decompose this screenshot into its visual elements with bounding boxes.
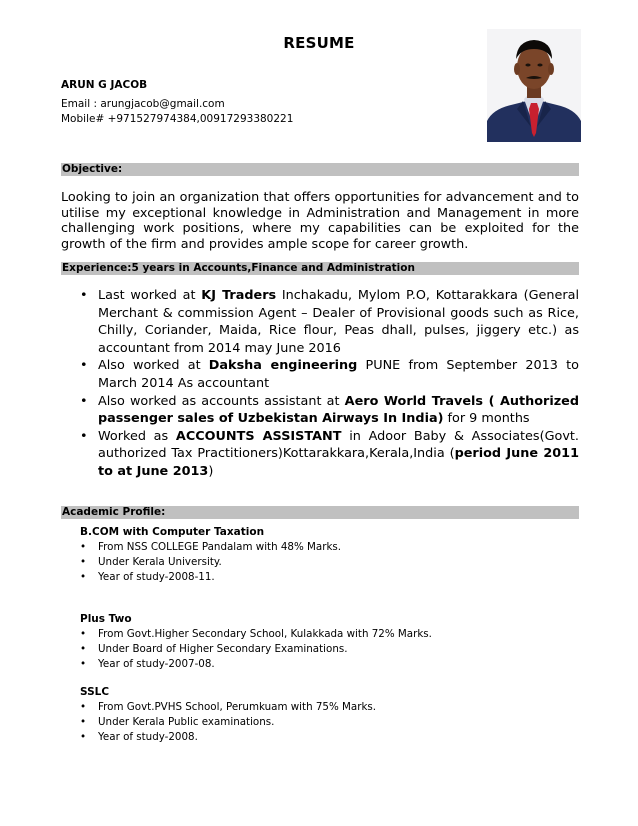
bcom-title: B.COM with Computer Taxation	[80, 526, 265, 538]
list-item: • Under Board of Higher Secondary Examinations.	[80, 642, 432, 657]
document-title: RESUME	[283, 34, 355, 52]
experience-text: )	[208, 463, 214, 479]
experience-text: in Adoor Baby & Associates(Govt. authorized Tax Practitioners)Kottarakkara,Kerala,India (	[98, 428, 579, 462]
experience-heading: Experience:5 years in Accounts,Finance and Administration	[61, 262, 579, 275]
experience-text: Worked as	[98, 428, 176, 444]
experience-text: Last worked at	[98, 288, 202, 303]
list-item: • Year of study-2008.	[80, 730, 376, 745]
sslc-list	[80, 700, 376, 744]
list-item: • From Govt.PVHS School, Perumkuam with 75% Marks.	[80, 700, 376, 715]
list-item: • From NSS COLLEGE Pandalam with 48% Marks.	[80, 540, 341, 555]
list-item: • Under Kerala University.	[80, 555, 341, 570]
experience-bold-text: Daksha engineering	[208, 358, 358, 374]
experience-item	[80, 428, 579, 481]
experience-bold-text: Aero World Travels ( Authorized passenger sales of Uzbekistan Airways In India)	[98, 393, 580, 427]
experience-list	[80, 287, 579, 481]
list-item: • Year of study-2007-08.	[80, 657, 432, 672]
email-line: Email : arungjacob@gmail.com	[61, 98, 225, 110]
experience-text: PUNE from September 2013 to March 2014 As accountant	[98, 358, 579, 391]
sslc-title: SSLC	[80, 686, 110, 698]
profile-photo	[487, 29, 581, 142]
academic-heading: Academic Profile:	[61, 506, 579, 519]
experience-text: for 9 months	[443, 411, 530, 427]
list-item: • Under Kerala Public examinations.	[80, 715, 376, 730]
experience-text: Also worked as accounts assistant at	[98, 393, 345, 409]
list-item: • Year of study-2008-11.	[80, 570, 341, 585]
mobile-line: Mobile# +971527974384,00917293380221	[61, 113, 294, 125]
candidate-name: ARUN G JACOB	[61, 79, 148, 91]
experience-bold-text: period June 2011 to at June 2013	[98, 446, 579, 479]
experience-bold-text: KJ Traders	[201, 288, 277, 303]
list-item: • From Govt.Higher Secondary School, Kulakkada with 72% Marks.	[80, 627, 432, 642]
plustwo-title: Plus Two	[80, 613, 132, 625]
experience-item	[80, 287, 579, 357]
experience-bold-text: ACCOUNTS ASSISTANT	[175, 428, 342, 444]
bcom-list	[80, 540, 341, 584]
experience-item	[80, 393, 579, 428]
plustwo-list	[80, 627, 432, 671]
experience-text: Also worked at	[98, 358, 209, 374]
experience-item	[80, 357, 579, 392]
objective-heading: Objective:	[61, 163, 579, 176]
objective-text: Looking to join an organization that offers opportunities for advancement and to utilise my exceptional knowledge in Administration and Management in more challenging work positions, where my capabilities can be exploited for the growth of the firm and provides ample scope for career growth.	[61, 190, 579, 252]
experience-text: Inchakadu, Mylom P.O, Kottarakkara (General Merchant & commission Agent – Dealer of Provisional goods such as Rice, Chilly, Coriander, Maida, Rice flour, Peas dhall, pulses, jiggery etc.) as accountant from 2014 may June 2016	[98, 288, 580, 356]
